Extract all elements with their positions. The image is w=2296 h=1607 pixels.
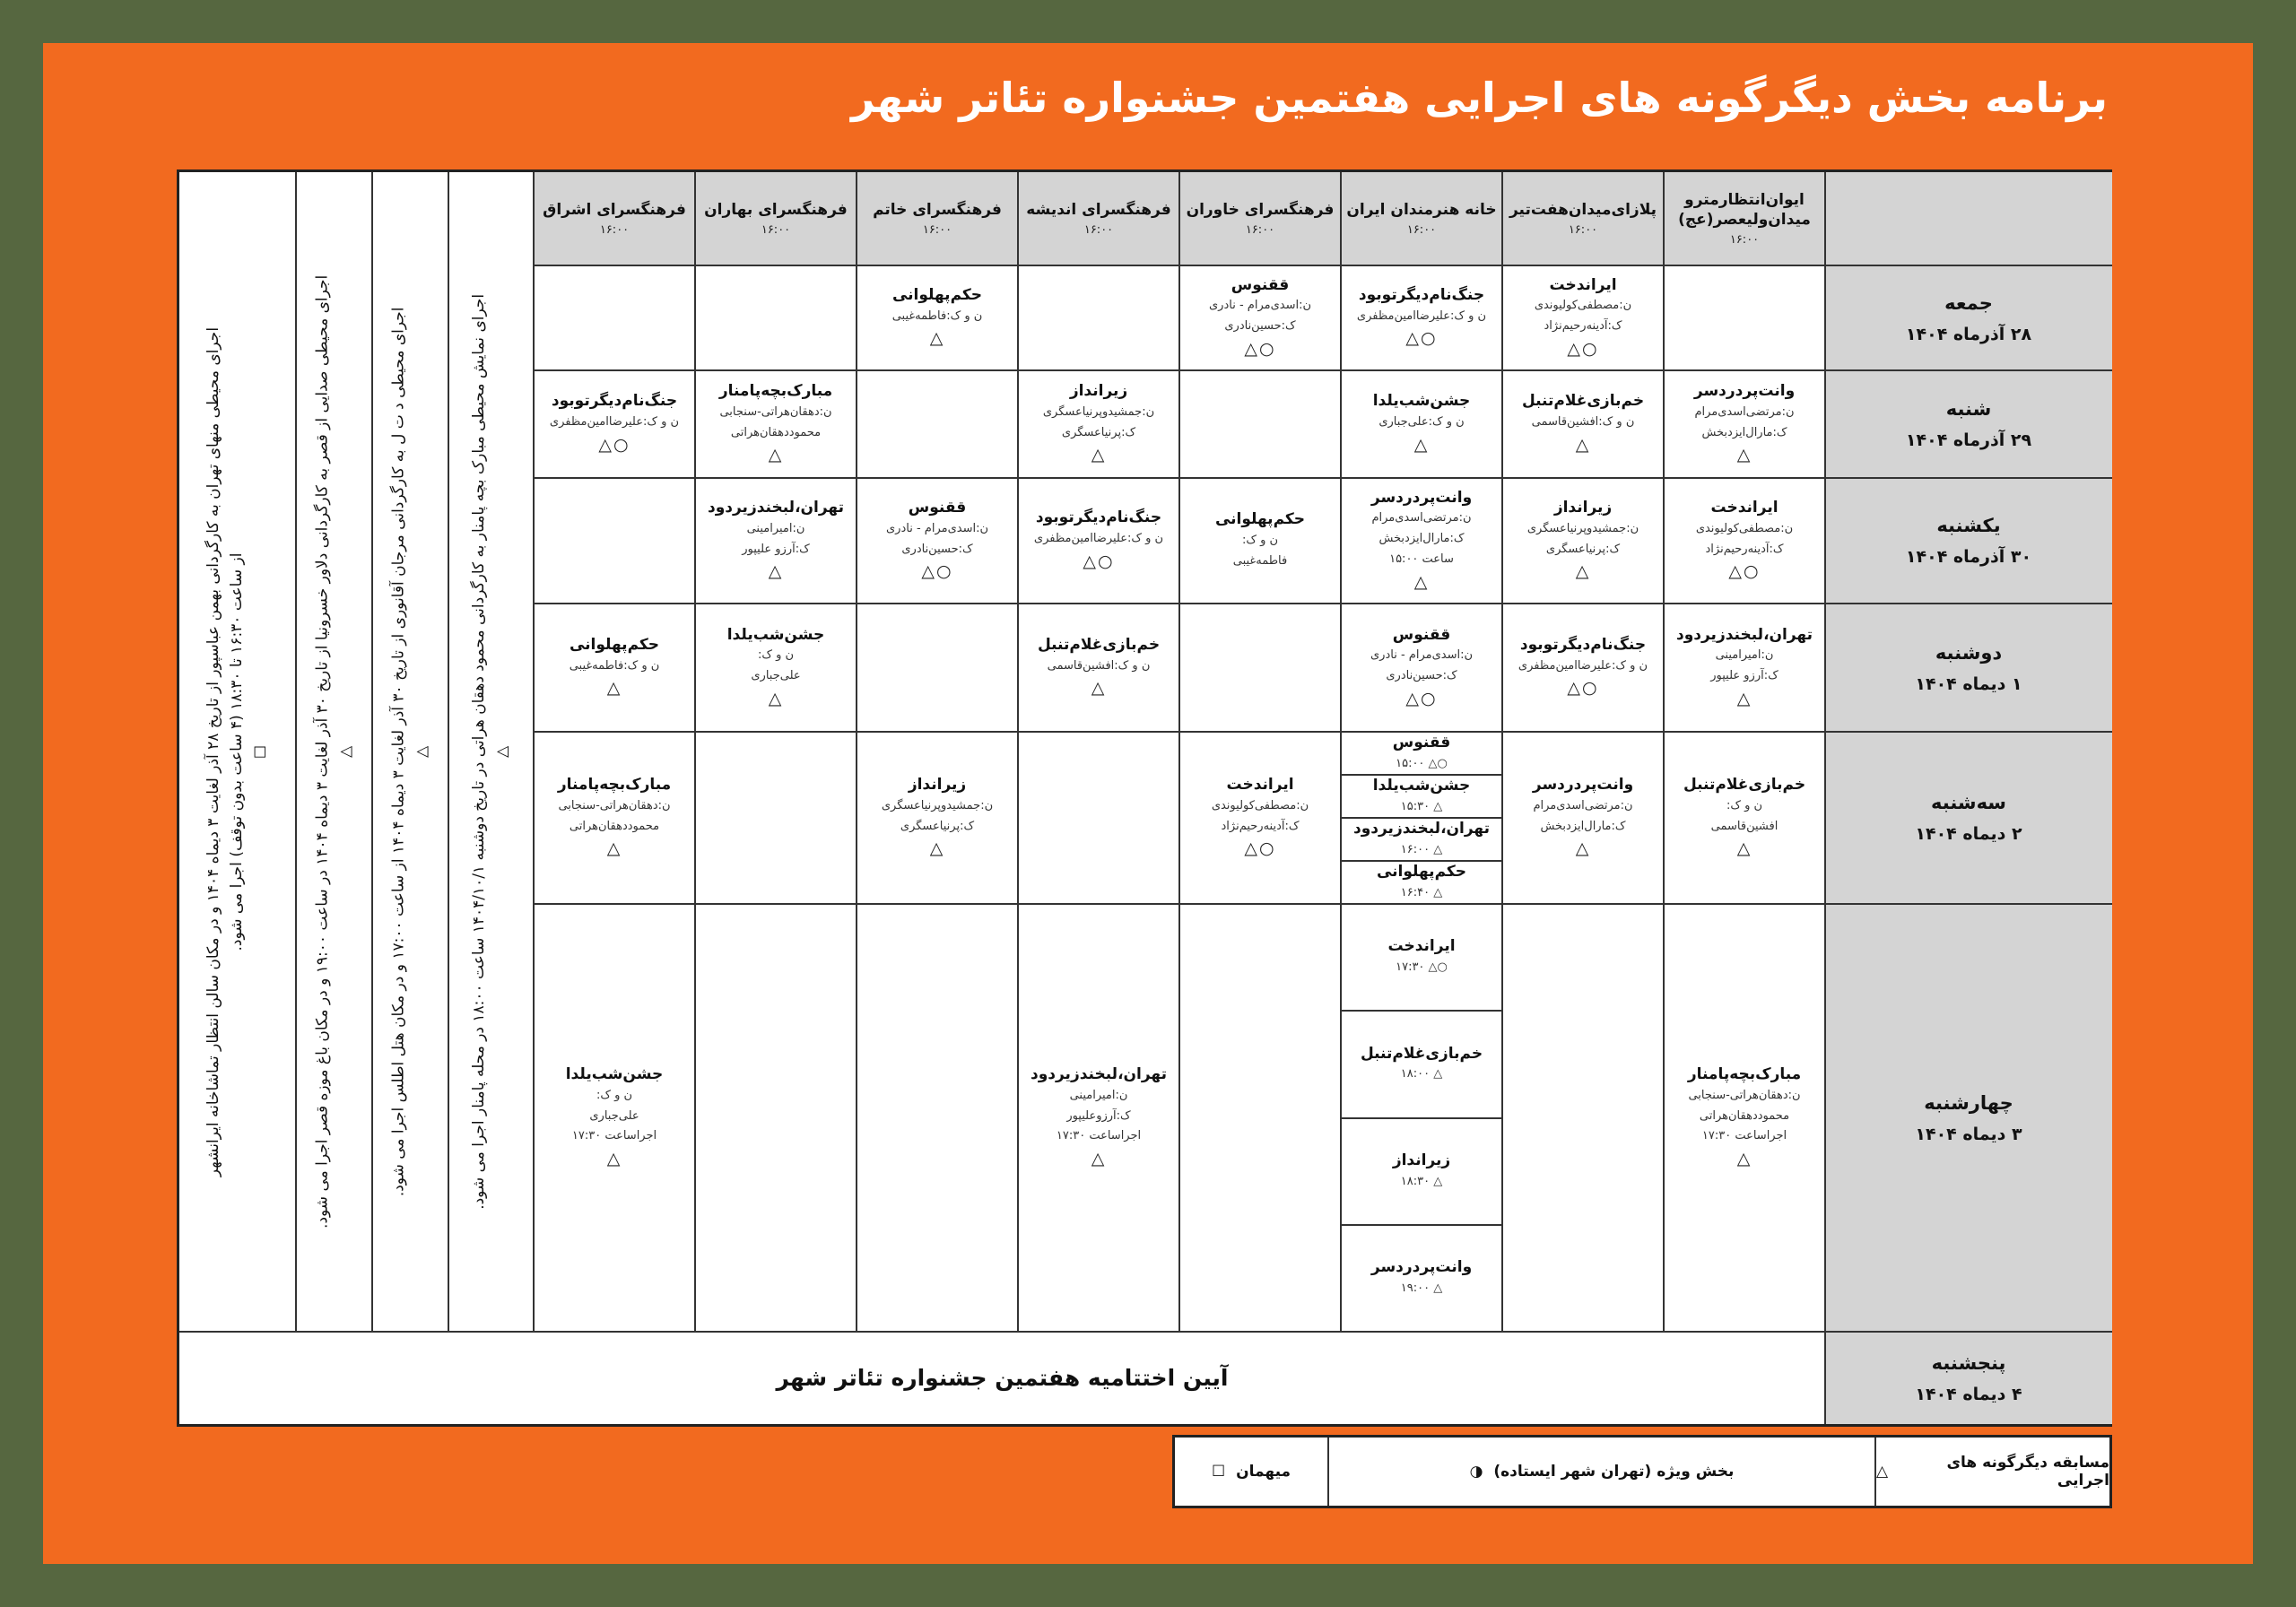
- section-symbol: △: [1091, 678, 1107, 699]
- performance-credit: اجراساعت ۱۷:۳۰: [1701, 1129, 1787, 1143]
- legend-competition: [1876, 1438, 2109, 1506]
- performance-credit: ن و ک:علیرضاامین‌مظفری: [1033, 532, 1164, 546]
- performance-credit: ک:آرزوعلیپور: [1066, 1108, 1131, 1123]
- performance-credit: ن:اسدی‌مرام - نادری: [1370, 648, 1474, 663]
- vertical-note-text: [387, 308, 434, 1197]
- performance-cell: [857, 265, 1018, 370]
- legend: [1172, 1435, 2112, 1508]
- section-symbol: △: [1736, 1149, 1752, 1169]
- performance-slot: [1341, 775, 1502, 818]
- performance-title: حکم‌پهلوانی: [891, 285, 983, 304]
- performance-title: زیرانداز: [1553, 499, 1613, 517]
- performance-credit: افشین‌قاسمی: [1710, 819, 1779, 833]
- performance-cell: [1341, 478, 1502, 604]
- performance-cell: [1664, 604, 1825, 732]
- grid-line: [179, 1331, 2112, 1333]
- performance-slot: [1341, 904, 1502, 1011]
- performance-credit: محموددهقان‌هراتی: [569, 819, 660, 833]
- vertical-note: [296, 172, 372, 1332]
- venue-name: فرهنگسرای اشراق: [543, 200, 686, 219]
- section-symbol: △: [1091, 1149, 1107, 1169]
- performance-title: تهران،لبخندزیردود: [1675, 625, 1813, 644]
- performance-cell: [1502, 370, 1664, 478]
- venue-header: [695, 172, 857, 265]
- performance-credit: ن و ک:علیرضاامین‌مظفری: [1356, 308, 1487, 323]
- performance-credit: ن:امیرامینی: [1715, 648, 1774, 663]
- note-symbol: △: [493, 745, 512, 759]
- page-title: برنامه بخش دیگرگونه های اجرایی هفتمین جشنواره تئاتر شهر: [850, 74, 2108, 122]
- venue-time: ۱۶:۰۰: [1245, 223, 1275, 238]
- performance-credit: ک:آرزو علیپور: [1710, 669, 1779, 683]
- schedule-table: [177, 169, 2112, 1427]
- performance-credit: محموددهقان‌هراتی: [730, 425, 822, 439]
- legend-guest: [1175, 1438, 1327, 1506]
- venue-name: فرهنگسرای خاوران: [1186, 200, 1335, 219]
- performance-cell: [1018, 265, 1179, 370]
- day-cell: [1825, 478, 2112, 604]
- performance-title: حکم‌پهلوانی: [1376, 862, 1467, 881]
- section-symbol: ○△: [1567, 338, 1599, 359]
- performance-credit: ن:مصطفی‌کولیوندی: [1211, 798, 1309, 812]
- venue-time: ۱۶:۰۰: [1568, 223, 1598, 238]
- performance-credit: ن و ک:علیرضاامین‌مظفری: [1518, 658, 1648, 673]
- performance-title: جشن‌شب‌یلدا: [1372, 776, 1471, 795]
- legend-competition-label: مسابقه دیگرگونه های اجرایی: [1946, 1454, 2109, 1490]
- performance-time: △ ۱۵:۳۰: [1400, 799, 1443, 813]
- section-symbol: △: [1575, 434, 1591, 455]
- performance-cell: [1341, 604, 1502, 732]
- performance-slot: [1341, 732, 1502, 775]
- grid-line: [533, 172, 535, 1332]
- performance-cell: [1502, 478, 1664, 604]
- performance-credit: ک:مارال‌ایزدبخش: [1540, 819, 1626, 833]
- performance-title: ایراندخت: [1387, 937, 1456, 956]
- performance-title: جشن‌شب‌یلدا: [565, 1065, 664, 1084]
- performance-title: خم‌بازی‌غلام‌تنبل: [1521, 392, 1645, 411]
- performance-credit: اجراساعت ۱۷:۳۰: [1056, 1129, 1142, 1143]
- note-symbol: ☐: [252, 744, 271, 760]
- section-symbol: △: [768, 445, 784, 465]
- section-symbol: △: [1413, 434, 1430, 455]
- performance-cell: [1502, 604, 1664, 732]
- performance-cell: [695, 370, 857, 478]
- vertical-note: [448, 172, 534, 1332]
- performance-cell: [1018, 370, 1179, 478]
- performance-title: مبارک‌بچه‌پامنار: [1687, 1065, 1802, 1084]
- performance-credit: ک:آدینه‌رحیم‌نژاد: [1544, 319, 1622, 334]
- performance-title: جنگ‌نام‌دیگرتوبود: [1035, 508, 1162, 527]
- performance-title: ققنوس: [1231, 275, 1290, 294]
- performance-cell: [1179, 478, 1341, 604]
- venue-header: [1018, 172, 1179, 265]
- section-symbol: △: [606, 678, 622, 699]
- performance-slot: [1341, 861, 1502, 904]
- performance-title: تهران،لبخندزیردود: [1030, 1065, 1168, 1084]
- performance-time: △ ۱۶:۴۰: [1400, 885, 1443, 899]
- performance-title: خم‌بازی‌غلام‌تنبل: [1037, 635, 1161, 654]
- slot-divider: [1341, 1010, 1502, 1012]
- performance-cell: [1664, 370, 1825, 478]
- slot-divider: [1341, 860, 1502, 862]
- section-symbol: △: [768, 688, 784, 708]
- note-line: اجرای محیطی صدایی از قصر به کارگردانی دلاور خسرونیا از تاریخ ۳۰ آذر لغایت ۳ دیماه ۱۴۰۴ در ساعت ۱۹:۰۰ و در مکان باغ موزه قصر اجرا می شود.: [313, 274, 332, 1229]
- venue-time: ۱۶:۰۰: [1083, 223, 1114, 238]
- performance-credit: ک:مارال‌ایزدبخش: [1701, 425, 1787, 439]
- vertical-note: [179, 172, 296, 1332]
- venue-header: [1179, 172, 1341, 265]
- performance-credit: ن و ک:: [1726, 798, 1763, 812]
- section-symbol: ○△: [921, 561, 953, 582]
- performance-cell: [1018, 478, 1179, 604]
- day-date: ۳۰ آذرماه ۱۴۰۴: [1905, 547, 2032, 567]
- performance-credit: ن:مصطفی‌کولیوندی: [1695, 521, 1794, 535]
- performance-cell: [695, 265, 857, 370]
- performance-time: △ ۱۹:۰۰: [1400, 1281, 1443, 1295]
- day-name: پنجشنبه: [1931, 1351, 2006, 1374]
- venue-header: [534, 172, 695, 265]
- performance-cell: [1018, 732, 1179, 904]
- performance-time: ○△ ۱۵:۰۰: [1396, 756, 1448, 770]
- performance-credit: ن:مصطفی‌کولیوندی: [1534, 299, 1632, 313]
- performance-credit: ن و ک:: [1241, 534, 1279, 548]
- day-date: ۳ دیماه ۱۴۰۴: [1915, 1124, 2022, 1144]
- performance-credit: ن:امیرامینی: [746, 521, 805, 535]
- venue-name: فرهنگسرای اندیشه: [1026, 200, 1171, 219]
- performance-credit: ک:آرزو علیپور: [742, 542, 810, 556]
- grid-line: [534, 369, 2112, 371]
- legend-special: [1329, 1438, 1874, 1506]
- performance-credit: علی‌جباری: [589, 1108, 639, 1123]
- performance-time: △ ۱۸:۳۰: [1400, 1174, 1443, 1188]
- performance-title: ققنوس: [1392, 625, 1451, 644]
- day-cell: [1825, 265, 2112, 370]
- performance-cell: [534, 904, 695, 1332]
- day-name: جمعه: [1944, 291, 1993, 314]
- venue-name: پلازای‌میدان‌هفت‌تیر: [1509, 200, 1657, 219]
- day-cell: [1825, 904, 2112, 1332]
- performance-cell: [695, 478, 857, 604]
- performance-cell: [1179, 904, 1341, 1332]
- venue-name: ایوان‌انتظارمترو میدان‌ولیعصر(عج): [1678, 191, 1811, 229]
- section-symbol: △: [768, 561, 784, 582]
- grid-line: [1663, 172, 1665, 1332]
- grid-line: [694, 172, 696, 1332]
- performance-slot: [1341, 818, 1502, 861]
- performance-credit: ن و ک:: [757, 648, 795, 663]
- venue-header: [1341, 172, 1502, 265]
- grid-line: [534, 903, 2112, 905]
- section-symbol: ○△: [1405, 688, 1438, 708]
- performance-title: جنگ‌نام‌دیگرتوبود: [1358, 285, 1485, 304]
- performance-credit: ک:حسین‌نادری: [901, 542, 973, 556]
- section-symbol: ○△: [1567, 678, 1599, 699]
- closing-ceremony: آیین اختتامیه هفتمین جشنواره تئاتر شهر: [776, 1365, 1229, 1391]
- performance-cell: [1179, 732, 1341, 904]
- section-symbol: △: [1413, 571, 1430, 592]
- performance-cell: [1341, 265, 1502, 370]
- performance-title: وانت‌پردردسر: [1532, 776, 1634, 795]
- performance-credit: ن و ک:علی‌جباری: [1378, 415, 1465, 430]
- performance-time: ○△ ۱۷:۳۰: [1396, 960, 1448, 975]
- venue-time: ۱۶:۰۰: [922, 223, 952, 238]
- performance-cell: [1664, 904, 1825, 1332]
- venue-time: ۱۶:۰۰: [599, 223, 630, 238]
- performance-cell: [1502, 904, 1664, 1332]
- performance-time: △ ۱۸:۰۰: [1400, 1067, 1443, 1081]
- performance-credit: ن و ک:: [596, 1088, 633, 1102]
- performance-cell: [1018, 604, 1179, 732]
- vertical-note-text: [467, 294, 515, 1210]
- venue-time: ۱۶:۰۰: [761, 223, 791, 238]
- day-name: سه‌شنبه: [1931, 792, 2006, 813]
- grid-line: [295, 172, 297, 1332]
- vertical-note-text: [310, 275, 358, 1229]
- grid-line: [1178, 172, 1180, 1332]
- performance-cell: [534, 732, 695, 904]
- grid-line: [534, 265, 2112, 266]
- half-circle-icon: ◑: [1469, 1463, 1483, 1481]
- performance-cell: [695, 732, 857, 904]
- performance-credit: ک:مارال‌ایزدبخش: [1378, 532, 1465, 546]
- grid-line: [1824, 1332, 1826, 1424]
- performance-slot: [1341, 1118, 1502, 1225]
- performance-title: زیرانداز: [1069, 382, 1128, 401]
- day-date: ۲۹ آذرماه ۱۴۰۴: [1905, 430, 2032, 450]
- grid-line: [534, 477, 2112, 479]
- performance-cell: [1341, 370, 1502, 478]
- venue-name: خانه هنرمندان ایران: [1346, 200, 1497, 219]
- venue-header: [1664, 172, 1825, 265]
- performance-credit: ن و ک:افشین‌قاسمی: [1047, 658, 1151, 673]
- day-date: ۴ دیماه ۱۴۰۴: [1915, 1384, 2022, 1404]
- section-symbol: ○△: [1244, 338, 1276, 359]
- performance-title: ایراندخت: [1226, 776, 1294, 795]
- note-line: اجرای محیطی د ت ل به کارگردانی مرجان آقانوری از تاریخ ۳۰ آذر لغایت ۳ دیماه ۱۴۰۴ از ساعت ۱۷:۰۰ و در مکان هتل اطلس اجرا می شود.: [389, 307, 408, 1197]
- performance-title: جنگ‌نام‌دیگرتوبود: [551, 392, 678, 411]
- performance-cell: [1179, 604, 1341, 732]
- performance-credit: ک:پرنیاعسگری: [1545, 542, 1621, 556]
- venue-time: ۱۶:۰۰: [1406, 223, 1437, 238]
- note-line: اجرای نمایش محیطی مبارک بچه پامنار به کارگردانی محمود دهقان هراتی در تاریخ دوشنبه ۱۴۰۴/۱۰/۱ ساعت ۱۸:۰۰ در محله پامنار اجرا می شود.: [470, 294, 489, 1210]
- section-symbol: ○△: [1728, 561, 1761, 582]
- performance-cell: [857, 478, 1018, 604]
- venue-name: فرهنگسرای بهاران: [704, 200, 848, 219]
- performance-title: وانت‌پردردسر: [1370, 488, 1473, 507]
- performance-cell: [534, 478, 695, 604]
- section-symbol: ○△: [1244, 838, 1276, 859]
- performance-cell: [534, 370, 695, 478]
- section-symbol: ○△: [598, 434, 631, 455]
- performance-credit: علی‌جباری: [751, 669, 801, 683]
- grid-line: [856, 172, 857, 1332]
- performance-credit: ن:دهقان‌هراتی-سنجابی: [1688, 1088, 1801, 1102]
- section-symbol: △: [929, 838, 945, 859]
- day-date: ۱ دیماه ۱۴۰۴: [1915, 673, 2022, 694]
- performance-credit: ن:جمشیدوپرنیاعسگری: [1526, 521, 1639, 535]
- performance-cell: [857, 904, 1018, 1332]
- day-date: ۲۸ آذرماه ۱۴۰۴: [1905, 324, 2032, 344]
- venue-header: [1502, 172, 1664, 265]
- triangle-icon: △: [1876, 1463, 1889, 1481]
- grid-line: [1340, 172, 1342, 1332]
- performance-cell: [1502, 265, 1664, 370]
- grid-line: [1017, 172, 1019, 1332]
- day-name: چهارشنبه: [1924, 1091, 2013, 1114]
- performance-cell: [857, 604, 1018, 732]
- performance-cell: [1664, 478, 1825, 604]
- performance-cell: [1179, 370, 1341, 478]
- performance-title: مبارک‌بچه‌پامنار: [557, 776, 672, 795]
- performance-credit: ک:حسین‌نادری: [1224, 319, 1296, 334]
- day-cell: [1825, 1332, 2112, 1424]
- performance-cell: [1179, 265, 1341, 370]
- performance-credit: ن:جمشیدوپرنیاعسگری: [1042, 404, 1155, 419]
- performance-credit: ن:اسدی‌مرام - نادری: [1209, 299, 1312, 313]
- section-symbol: △: [606, 1149, 622, 1169]
- section-symbol: △: [1736, 445, 1752, 465]
- grid-line: [1824, 172, 1826, 1332]
- performance-title: جنگ‌نام‌دیگرتوبود: [1519, 635, 1647, 654]
- day-name: شنبه: [1945, 398, 1992, 420]
- note-symbol: △: [413, 745, 431, 759]
- performance-title: خم‌بازی‌غلام‌تنبل: [1683, 776, 1806, 795]
- performance-title: تهران،لبخندزیردود: [1352, 819, 1491, 838]
- square-icon: ☐: [1211, 1463, 1226, 1481]
- performance-cell: [695, 604, 857, 732]
- performance-slot: [1341, 1225, 1502, 1332]
- note-symbol: △: [336, 745, 355, 759]
- performance-credit: ک:حسین‌نادری: [1386, 669, 1457, 683]
- performance-credit: فاطمه‌غیبی: [1232, 553, 1288, 568]
- performance-time: △ ۱۶:۰۰: [1400, 842, 1443, 856]
- performance-credit: ن و ک:فاطمه‌غیبی: [569, 658, 660, 673]
- legend-special-label: بخش ویژه (تهران شهر ایستاده): [1493, 1463, 1735, 1481]
- performance-title: مبارک‌بچه‌پامنار: [718, 382, 833, 401]
- performance-title: ایراندخت: [1710, 499, 1779, 517]
- performance-cell: [1018, 904, 1179, 1332]
- venue-name: فرهنگسرای خاتم: [873, 200, 1002, 219]
- performance-credit: ک:آدینه‌رحیم‌نژاد: [1221, 819, 1300, 833]
- performance-credit: ساعت ۱۵:۰۰: [1389, 552, 1454, 566]
- performance-credit: ن:دهقان‌هراتی-سنجابی: [719, 404, 832, 419]
- performance-credit: محموددهقان‌هراتی: [1699, 1108, 1790, 1123]
- day-cell: [1825, 732, 2112, 904]
- performance-credit: ن:جمشیدوپرنیاعسگری: [881, 798, 994, 812]
- section-symbol: △: [1575, 561, 1591, 582]
- day-name: یکشنبه: [1936, 515, 2001, 536]
- performance-title: حکم‌پهلوانی: [1214, 510, 1306, 529]
- performance-credit: ن:دهقان‌هراتی-سنجابی: [558, 798, 671, 812]
- day-name: دوشنبه: [1935, 641, 2003, 664]
- slot-divider: [1341, 817, 1502, 819]
- legend-guest-label: میهمان: [1236, 1463, 1292, 1481]
- note-line: از ساعت ۱۶:۳۰ تا ۱۸:۳۰ (۴ ساعت بدون توقف) اجرا می شود.: [228, 552, 247, 951]
- venue-header: [857, 172, 1018, 265]
- performance-credit: ک:آدینه‌رحیم‌نژاد: [1705, 542, 1784, 556]
- note-line: اجرای محیطی منهای تهران به کارگردانی بهمن عباسپور از تاریخ ۲۸ آذر لغایت ۳ دیماه ۱۴۰۴ و در مکان سالن انتظار تماشاخانه ایرانشهر: [204, 326, 223, 1177]
- performance-cell: [534, 604, 695, 732]
- performance-credit: ن:مرتضی‌اسدی‌مرام: [1694, 404, 1795, 419]
- performance-title: تهران،لبخندزیردود: [707, 499, 845, 517]
- slot-divider: [1341, 774, 1502, 776]
- day-cell: [1825, 604, 2112, 732]
- section-symbol: ○△: [1405, 328, 1438, 349]
- grid-line: [534, 731, 2112, 733]
- performance-credit: ن:مرتضی‌اسدی‌مرام: [1371, 511, 1472, 526]
- section-symbol: △: [1575, 838, 1591, 859]
- performance-title: زیرانداز: [1392, 1151, 1451, 1169]
- performance-title: وانت‌پردردسر: [1693, 382, 1796, 401]
- venue-time: ۱۶:۰۰: [1729, 232, 1760, 247]
- performance-credit: ک:پرنیاعسگری: [900, 819, 975, 833]
- performance-cell: [1664, 732, 1825, 904]
- performance-title: جشن‌شب‌یلدا: [726, 625, 825, 644]
- performance-credit: ن و ک:افشین‌قاسمی: [1531, 415, 1635, 430]
- day-date: ۲ دیماه ۱۴۰۴: [1915, 824, 2022, 844]
- grid-line: [534, 603, 2112, 604]
- performance-cell: [1502, 732, 1664, 904]
- performance-cell: [1664, 265, 1825, 370]
- performance-cell: [534, 265, 695, 370]
- section-symbol: △: [1736, 688, 1752, 708]
- performance-title: وانت‌پردردسر: [1370, 1258, 1473, 1277]
- section-symbol: △: [606, 838, 622, 859]
- vertical-note-text: [202, 327, 273, 1177]
- performance-title: ققنوس: [908, 499, 967, 517]
- section-symbol: △: [1736, 838, 1752, 859]
- vertical-note: [372, 172, 448, 1332]
- performance-title: حکم‌پهلوانی: [569, 635, 660, 654]
- grid-line: [448, 172, 449, 1332]
- slot-divider: [1341, 1117, 1502, 1119]
- performance-cell: [857, 732, 1018, 904]
- performance-title: زیرانداز: [908, 776, 967, 795]
- performance-credit: ن:امیرامینی: [1069, 1088, 1128, 1102]
- performance-credit: ن:اسدی‌مرام - نادری: [886, 521, 989, 535]
- slot-divider: [1341, 1224, 1502, 1226]
- header-corner: [1825, 172, 2112, 265]
- performance-credit: ن و ک:فاطمه‌غیبی: [891, 308, 983, 323]
- performance-title: خم‌بازی‌غلام‌تنبل: [1360, 1044, 1483, 1063]
- performance-credit: ن و ک:علیرضاامین‌مظفری: [549, 415, 680, 430]
- performance-title: جشن‌شب‌یلدا: [1372, 392, 1471, 411]
- performance-credit: ک:پرنیاعسگری: [1061, 425, 1136, 439]
- section-symbol: △: [929, 328, 945, 349]
- performance-credit: ن:مرتضی‌اسدی‌مرام: [1533, 798, 1633, 812]
- day-cell: [1825, 370, 2112, 478]
- performance-cell: [857, 370, 1018, 478]
- section-symbol: △: [1091, 445, 1107, 465]
- performance-slot: [1341, 1011, 1502, 1117]
- performance-title: ایراندخت: [1549, 275, 1617, 294]
- grid-line: [1501, 172, 1503, 1332]
- section-symbol: ○△: [1083, 551, 1115, 571]
- performance-cell: [695, 904, 857, 1332]
- performance-title: ققنوس: [1392, 733, 1451, 751]
- performance-credit: اجراساعت ۱۷:۳۰: [571, 1129, 657, 1143]
- grid-line: [371, 172, 373, 1332]
